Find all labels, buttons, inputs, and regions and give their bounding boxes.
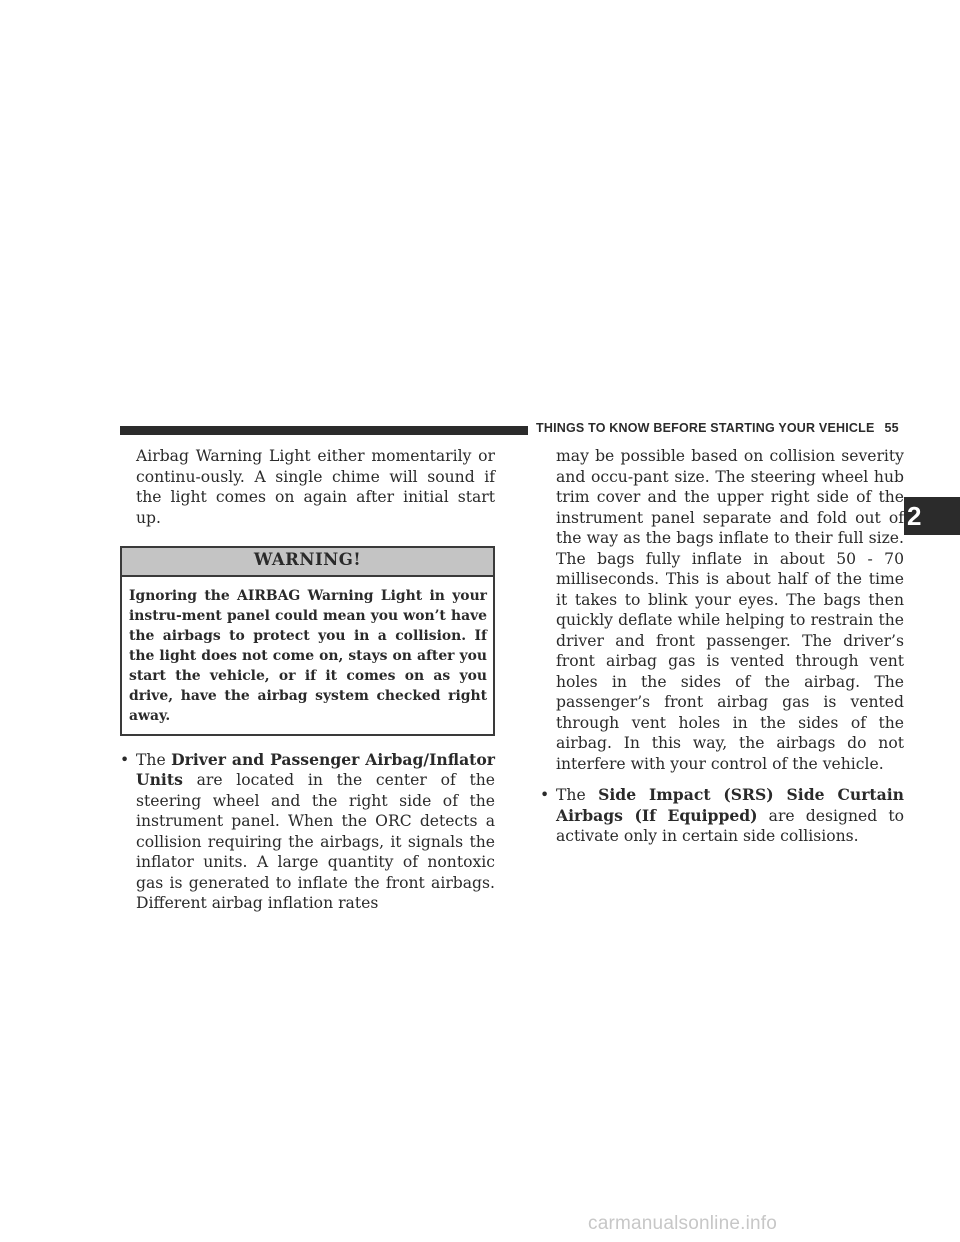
warning-body: Ignoring the AIRBAG Warning Light in your instru-ment panel could mean you won’t have the airbags to protect you in a collision. If the light does not come on, stays on after you start the vehicle, or if it comes on as you drive, have the airbag system checked right away. xyxy=(129,587,487,724)
running-header xyxy=(536,421,899,435)
continued-paragraph: may be possible based on collision severity and occu-pant size. The steering wheel hub trim cover and the upper right side of the instrument panel separate and fold out of the way as the bags inflate to their full size. The bags fully inflate in about 50 - 70 milliseconds. This is about half of the time it takes to blink your eyes. The bags then quickly deflate while helping to restrain the driver and front passenger. The driver’s front airbag gas is vented through vent holes in the sides of the airbag. The passenger’s front airbag gas is vented through vent holes in the sides of the airbag. In this way, the airbags do not interfere with your control of the vehicle. xyxy=(556,447,904,773)
bullet-bold-term: Side Impact (SRS) Side Curtain Airbags (If Equipped) xyxy=(556,785,904,825)
right-column xyxy=(540,446,904,847)
bullet-item-airbag-inflator-units xyxy=(120,750,495,914)
bullet-icon: • xyxy=(120,750,130,769)
warning-title: WARNING! xyxy=(122,548,493,577)
page-number: 55 xyxy=(884,421,899,435)
bullet-text: are designed to activate only in certain side collisions. xyxy=(556,806,904,845)
chapter-tab: 2 xyxy=(904,497,960,535)
bullet-item-side-curtain-airbags xyxy=(540,785,904,847)
bullet-icon: • xyxy=(540,786,550,804)
bullet-prefix: The xyxy=(136,750,172,769)
intro-paragraph: Airbag Warning Light either momentarily or continu-ously. A single chime will sound if the light comes on again after initial start up. xyxy=(136,447,495,527)
warning-box xyxy=(120,546,495,736)
header-title: THINGS TO KNOW BEFORE STARTING YOUR VEHICLE xyxy=(536,421,875,435)
left-column xyxy=(120,446,495,914)
watermark: carmanualsonline.info xyxy=(588,1213,778,1234)
header-rule xyxy=(120,426,528,435)
bullet-prefix: The xyxy=(556,786,599,804)
bullet-bold-term: Driver and Passenger Airbag/Inflator Units xyxy=(136,749,496,789)
bullet-text: are located in the center of the steering wheel and the right side of the instrument panel. When the ORC detects a collision requiring the airbags, it signals the inflator units. A large quantity of nontoxic gas is generated to inflate the front airbags. Different airbag inflation rates xyxy=(136,771,495,912)
